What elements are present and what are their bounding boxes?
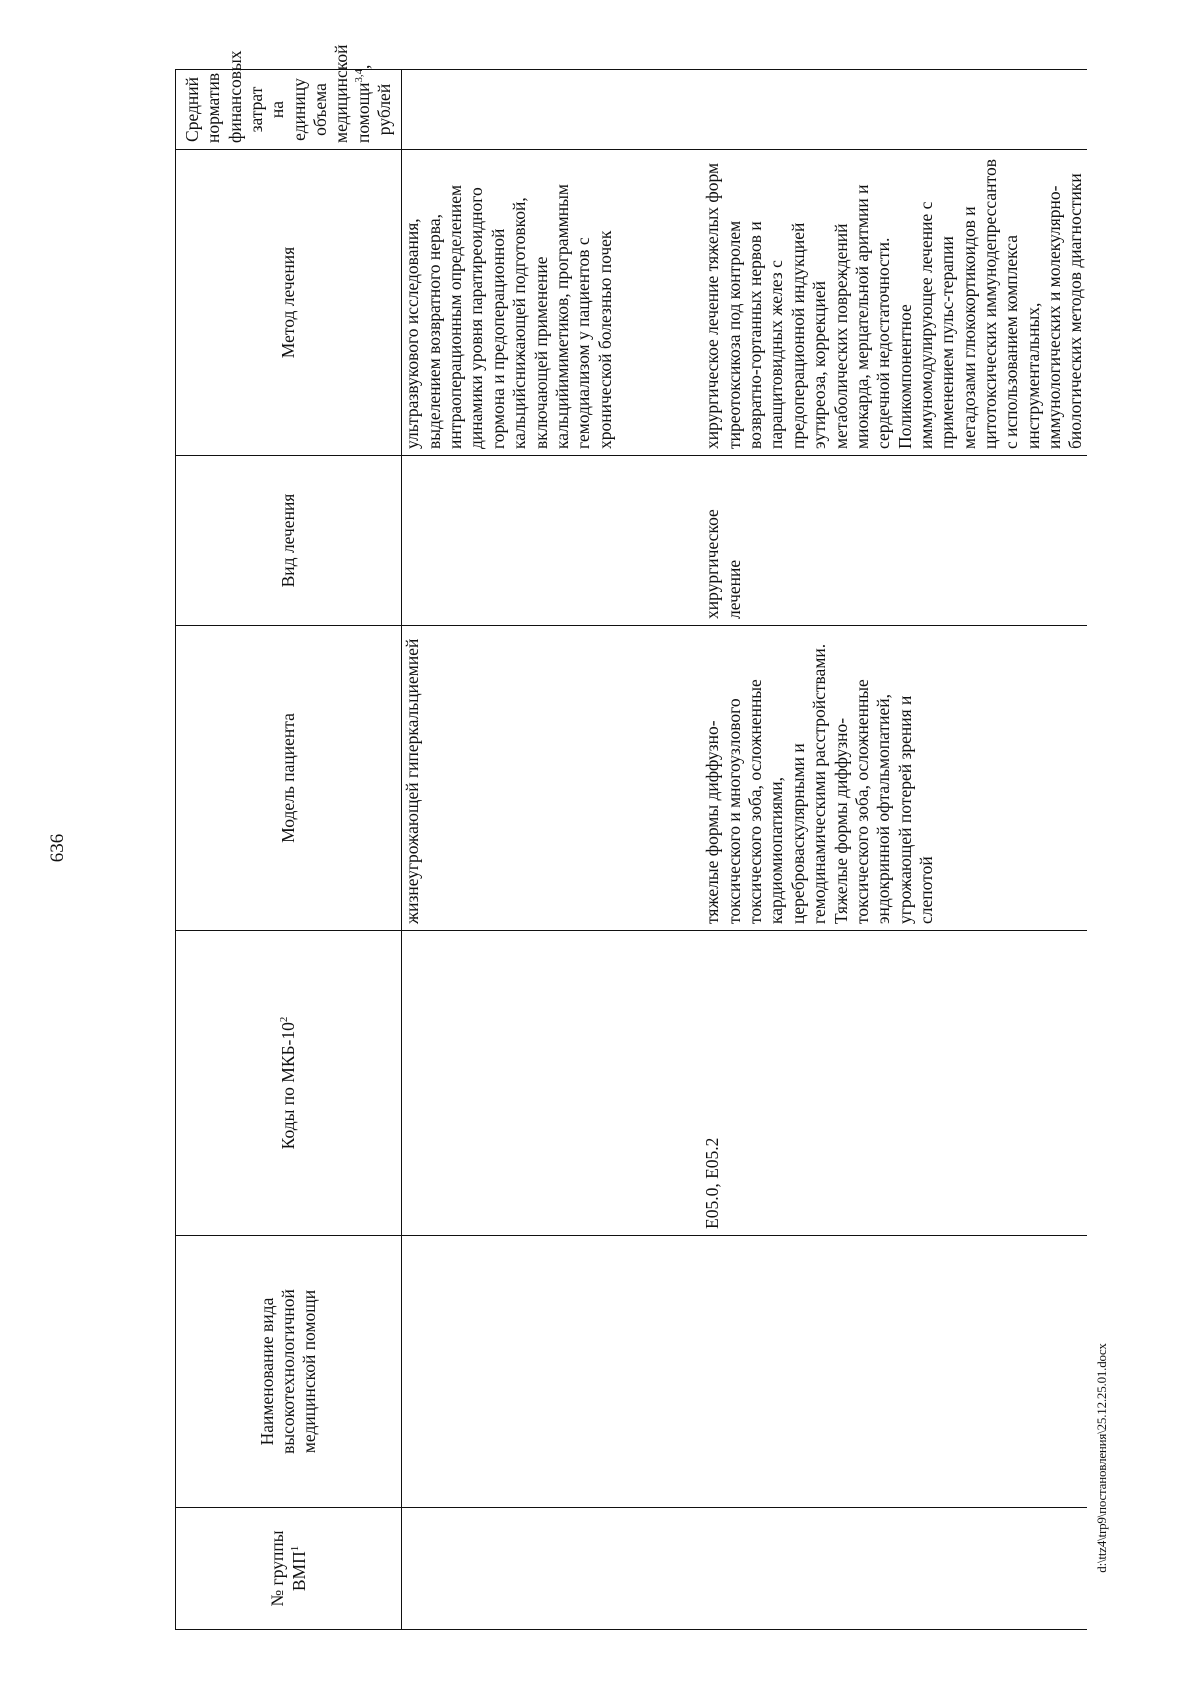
header-icd10-codes: Коды по МКБ-$10^2$ xyxy=(176,931,402,1236)
cell-icd10-codes xyxy=(402,931,703,1236)
cell-treatment-method: ультразвукового исследования, выделением возвратного нерва, интраоперационным определением динамики уровня паратиреоидного гормона и предоперационной кальцийснижающей подготовкой, включающей применение кальцийимиметиков, программным гемодиализом у пациентов с хронической болезнью почек xyxy=(402,150,703,456)
cell-cost-norm xyxy=(702,70,1086,150)
footer-file-path: d:\ttz4\trp9\постановления\25.12.25.01.docx xyxy=(1094,1343,1109,1573)
cell-patient-model: тяжелые формы диффузно-токсического и многоузлового токсического зоба, осложненные кардиомиопатиями, цереброваскулярными и гемодинамическими расстройствами. Тяжелые формы диффузно-токсического зоба, осложненные эндокринной офтальмопатией, угрожающей потерей зрения и слепотой xyxy=(702,626,1086,931)
header-patient-model: Модель пациента xyxy=(176,626,402,931)
header-cost-norm: Средний норматив финансовых затрат на единицу объема медицинской помощи$^{3,4}$, рублей xyxy=(176,70,402,150)
cell-group-number xyxy=(402,1508,703,1630)
cell-care-type-name xyxy=(702,1236,1086,1508)
header-care-type-name: Наименование вида высокотехнологичной медицинской помощи xyxy=(176,1236,402,1508)
cell-icd10-codes: E05.0, E05.2 xyxy=(702,931,1086,1236)
cell-treatment-method: хирургическое лечение тяжелых форм тиреотоксикоза под контролем возвратно-гортанных нервов и паращитовидных желез с предоперационной индукцией эутиреоза, коррекцией метаболических повреждений миокарда, мерцательной аритмии и сердечной недостаточности. Поликомпонентное иммуномодулирующее лечение с применением пульс-терапии мегадозами глюкокортикоидов и цитотоксических иммунодепрессантов с использованием комплекса инструментальных, иммунологических и молекулярно-биологических методов диагностики xyxy=(702,150,1086,456)
table-row xyxy=(702,70,1086,1630)
header-group-number: № группы ВМП$^1$ xyxy=(176,1508,402,1630)
vmp-table xyxy=(175,44,1087,1630)
cell-patient-model: жизнеугрожающей гиперкальциемией xyxy=(402,626,703,931)
header-treatment-type: Вид лечения xyxy=(176,456,402,626)
page-number: 636 xyxy=(47,833,68,863)
cell-treatment-type: хирургическое лечение xyxy=(702,456,1086,626)
cell-group-number xyxy=(702,1508,1086,1630)
table-row xyxy=(402,70,703,1630)
cell-treatment-type xyxy=(402,456,703,626)
cell-cost-norm xyxy=(402,70,703,150)
header-treatment-method: Метод лечения xyxy=(176,150,402,456)
table-header-row xyxy=(176,70,402,1630)
cell-care-type-name xyxy=(402,1236,703,1508)
rotated-table-frame xyxy=(175,44,1200,1630)
